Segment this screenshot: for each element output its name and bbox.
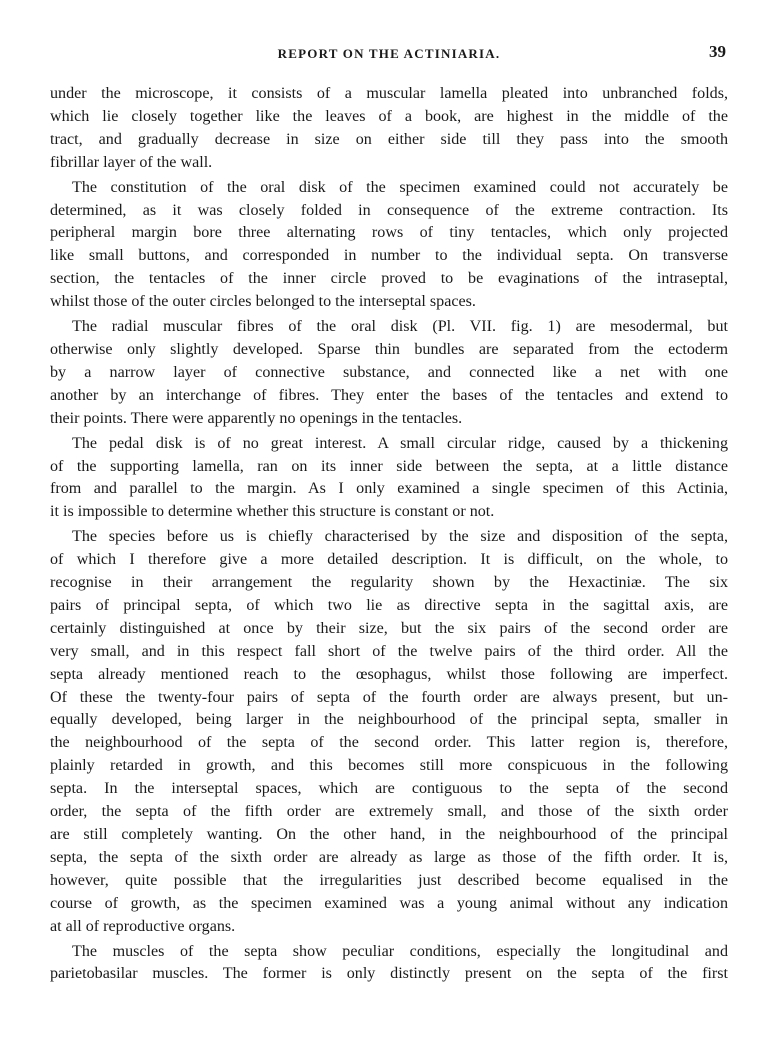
- text-line: like small buttons, and corresponded in number to the individual septa. On transverse: [50, 247, 728, 265]
- text-line: their points. There were apparently no openings in the tentacles.: [50, 409, 463, 427]
- text-line: Of these the twenty-four pairs of septa of the fourth order are always present, but un-: [50, 688, 728, 706]
- text-line: course of growth, as the specimen examined was a young animal without any indication: [50, 894, 728, 912]
- text-line: fibrillar layer of the wall.: [50, 153, 213, 171]
- text-line: another by an interchange of fibres. They enter the bases of the tentacles and extend to: [50, 386, 728, 404]
- text-line: tract, and gradually decrease in size on either side till they pass into the smooth: [50, 130, 728, 148]
- text-line: The muscles of the septa show peculiar conditions, especially the longitudinal and: [72, 942, 728, 960]
- text-line: The radial muscular fibres of the oral disk (Pl. VII. fig. 1) are mesodermal, but: [72, 318, 728, 336]
- paragraph: [50, 316, 728, 431]
- text-line: at all of reproductive organs.: [50, 917, 236, 935]
- text-line: otherwise only slightly developed. Sparse thin bundles are separated from the ectoderm: [50, 340, 728, 358]
- text-line: septa already mentioned reach to the œsophagus, whilst those following are imperfect.: [50, 665, 728, 683]
- text-line: however, quite possible that the irregularities just described become equalised in the: [50, 871, 728, 889]
- text-line: are still completely wanting. On the other hand, in the neighbourhood of the principal: [50, 826, 728, 843]
- text-line: equally developed, being larger in the neighbourhood of the principal septa, smaller in: [50, 711, 728, 729]
- text-line: the neighbourhood of the septa of the second order. This latter region is, therefore,: [50, 734, 728, 752]
- text-line: recognise in their arrangement the regularity shown by the Hexactiniæ. The six: [50, 574, 728, 592]
- text-line: from and parallel to the margin. As I only examined a single specimen of this Actinia,: [50, 480, 728, 498]
- text-line: septa. In the interseptal spaces, which are contiguous to the septa of the second: [50, 780, 728, 798]
- text-line: very small, and in this respect fall short of the twelve pairs of the third order. All the: [50, 642, 728, 660]
- text-line: The pedal disk is of no great interest. A small circular ridge, caused by a thickening: [72, 434, 728, 452]
- text-line: pairs of principal septa, of which two lie as directive septa in the sagittal axis, are: [50, 596, 728, 614]
- text-line: by a narrow layer of connective substance, and connected like a net with one: [50, 363, 728, 381]
- running-header-title: REPORT ON THE ACTINIARIA.: [277, 46, 501, 61]
- text-line: septa, the septa of the sixth order are already as large as those of the fifth order. It is,: [50, 848, 728, 866]
- text-line: under the microscope, it consists of a muscular lamella pleated into unbranched folds,: [50, 85, 728, 102]
- paragraph: [50, 83, 728, 175]
- text-line: of which I therefore give a more detailed description. It is difficult, on the whole, to: [50, 551, 728, 569]
- text-line: parietobasilar muscles. The former is only distinctly present on the septa of the first: [50, 965, 728, 983]
- text-line: determined, as it was closely folded in consequence of the extreme contraction. Its: [50, 201, 728, 219]
- paragraph: [50, 177, 728, 314]
- text-line: of the supporting lamella, ran on its inner side between the septa, at a little distance: [50, 457, 728, 475]
- text-line: which lie closely together like the leaves of a book, are highest in the middle of the: [50, 107, 728, 125]
- text-line: peripheral margin bore three alternating rows of tiny tentacles, which only projected: [50, 224, 728, 242]
- paragraph: [50, 433, 728, 525]
- text-line: whilst those of the outer circles belonged to the interseptal spaces.: [50, 293, 476, 311]
- text-line: it is impossible to determine whether this structure is constant or not.: [50, 503, 495, 521]
- text-line: The constitution of the oral disk of the specimen examined could not accurately be: [72, 178, 728, 196]
- text-line: section, the tentacles of the inner circle proved to be evaginations of the intraseptal,: [50, 270, 728, 288]
- text-line: order, the septa of the fifth order are extremely small, and those of the sixth order: [50, 803, 728, 821]
- text-line: certainly distinguished at once by their size, but the six pairs of the second order are: [50, 619, 728, 637]
- body-text: [50, 83, 728, 986]
- paragraph: [50, 941, 728, 987]
- page-number: 39: [709, 42, 726, 61]
- paragraph: [50, 526, 728, 938]
- running-header: [50, 42, 728, 68]
- text-line: The species before us is chiefly characterised by the size and disposition of the septa,: [72, 528, 728, 546]
- text-line: plainly retarded in growth, and this becomes still more conspicuous in the following: [50, 757, 728, 775]
